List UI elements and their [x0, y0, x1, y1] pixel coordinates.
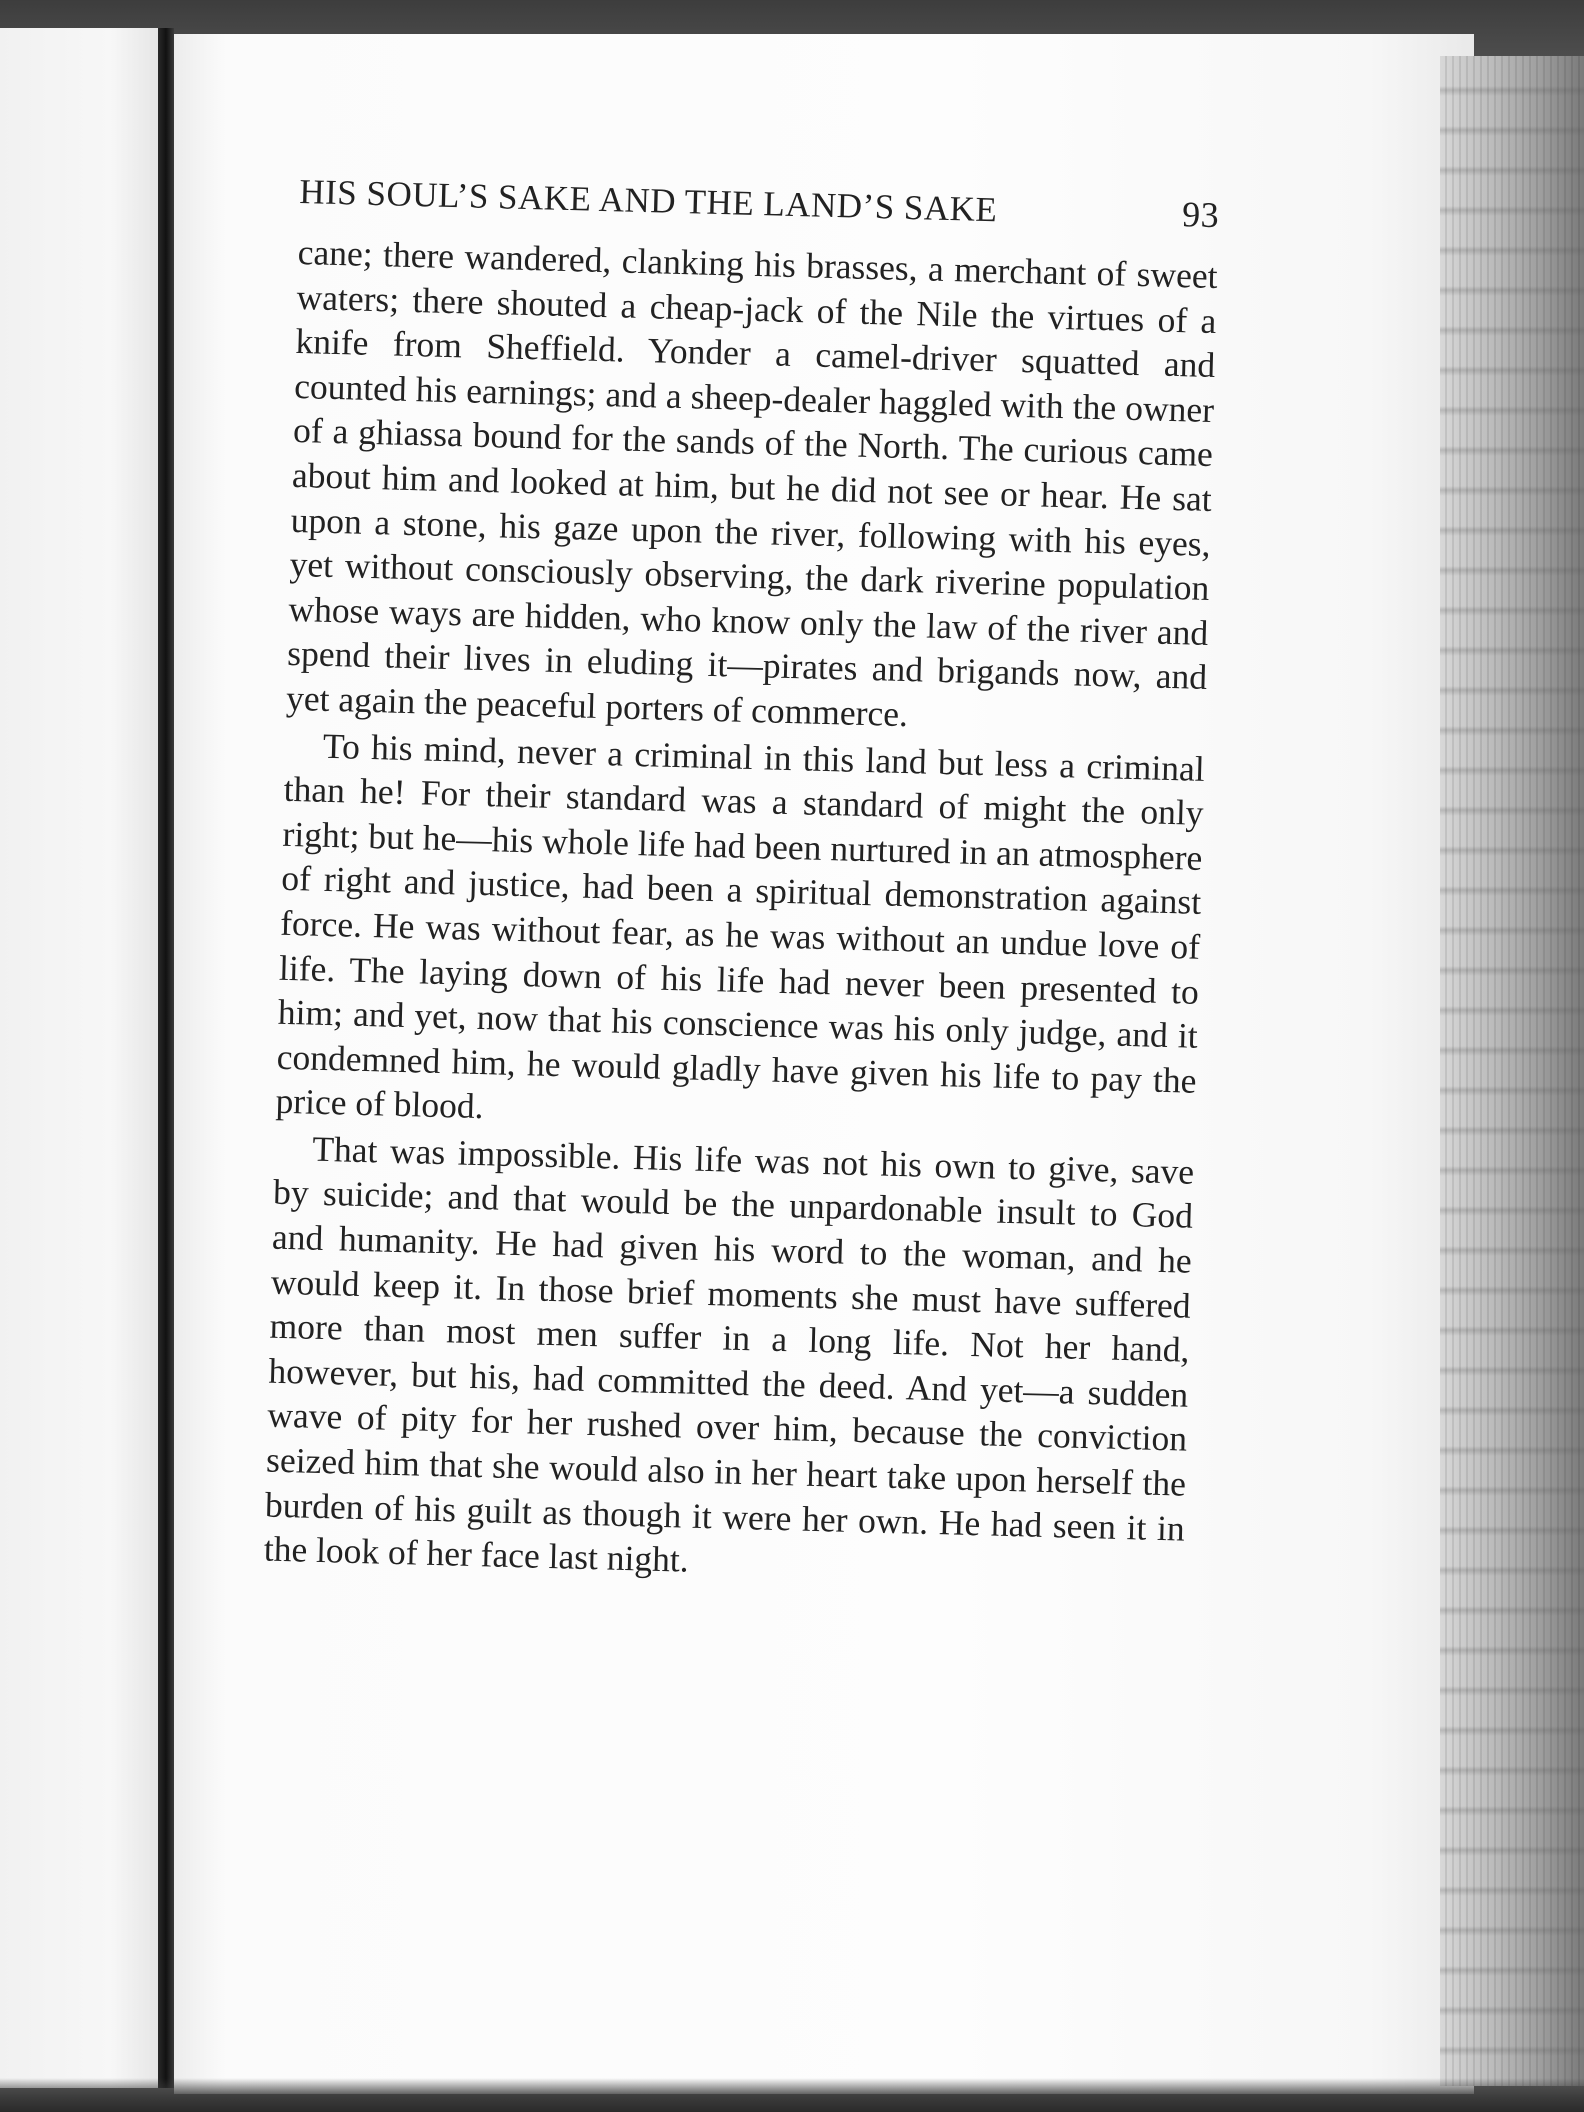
bottom-shadow [0, 2078, 1584, 2112]
book-gutter [158, 28, 174, 2088]
previous-page [0, 28, 158, 2088]
page-number: 93 [1181, 194, 1220, 236]
paragraph-3: That was impossible. His life was not his own to give, save by suicide; and that would be the unpardonable insult to God and humanity. He had given his word to the woman, and he would keep it. In those brief moments she must have suffered more than most men suffer in a long life. Not her hand, however, but his, had committed the deed. And yet—a sudden wave of pity for her rushed over him, because the conviction seized him that she would also in her heart take upon herself the burden of his guilt as though it were her own. He had seen it in the look of her face last night. [263, 1128, 1195, 1580]
page-edges [1440, 56, 1584, 2086]
page-text-block [263, 170, 1219, 1595]
paragraph-2: To his mind, never a criminal in this land but less a criminal than he! For their standard was a standard of might the only right; but he—his whole life had been nurtured in an atmosphere of right and justice, had been a spiritual demonstration against force. He was without fear, as he was without an undue love of life. The laying down of his life had never been presented to him; and yet, now that his conscience was his only judge, and it condemned him, he would gladly have given his life to pay the price of blood. [275, 725, 1206, 1127]
paragraph-1: cane; there wandered, clanking his brasses, a merchant of sweet waters; there shouted a cheap-jack of the Nile the virtues of a knife from Sheffield. Yonder a camel-driver squatted and counted his earnings; and a sheep-dealer haggled with the owner of a ghiassa bound for the sands of the North. The curious came about him and looked at him, but he did not see or hear. He sat upon a stone, his gaze upon the river, following with his eyes, yet without consciously observing, the dark riverine population whose ways are hidden, who know only the law of the river and spend their lives in eluding it—pirates and brigands now, and yet again the peaceful porters of commerce. [285, 231, 1219, 735]
running-title: HIS SOUL’S SAKE AND THE LAND’S SAKE [298, 171, 998, 230]
